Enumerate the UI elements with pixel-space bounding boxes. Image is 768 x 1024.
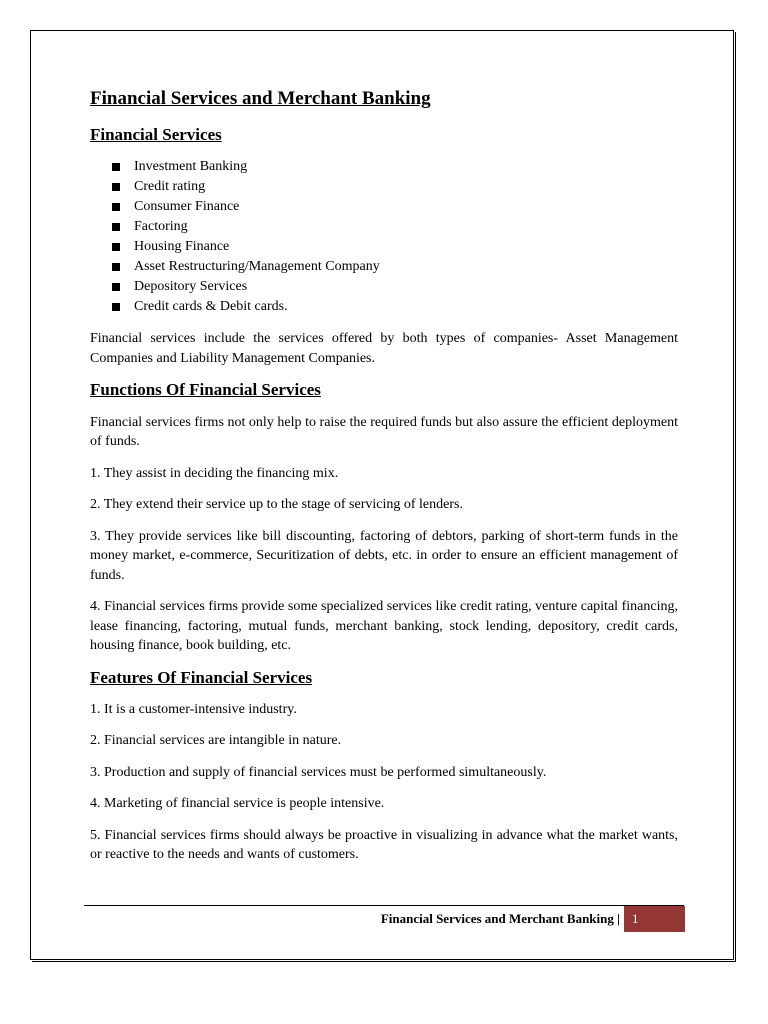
financial-services-list xyxy=(90,157,678,317)
document-body xyxy=(90,88,678,877)
list-item-text: Investment Banking xyxy=(134,159,248,175)
list-item xyxy=(112,257,678,277)
features-paragraph: 3. Production and supply of financial services must be performed simultaneously. xyxy=(90,764,547,780)
section-heading-features: Features Of Financial Services xyxy=(90,667,313,687)
functions-paragraph: 4. Financial services firms provide some specialized services like credit rating, venture capital financing, lease financing, factoring, mutual funds, merchant banking, stock lending, depository, credit cards, housing finance, book building, etc. xyxy=(90,599,678,654)
page-number: 1 xyxy=(624,906,685,932)
list-item-text: Asset Restructuring/Management Company xyxy=(134,259,380,275)
list-item xyxy=(112,157,678,177)
list-item xyxy=(112,297,678,317)
features-paragraph: 1. It is a customer-intensive industry. xyxy=(90,701,297,717)
list-item xyxy=(112,277,678,297)
square-bullet-icon xyxy=(112,263,120,271)
features-paragraph: 4. Marketing of financial service is people intensive. xyxy=(90,796,385,812)
list-item-text: Housing Finance xyxy=(134,239,230,255)
functions-paragraph: 2. They extend their service up to the stage of servicing of lenders. xyxy=(90,497,463,513)
list-item xyxy=(112,177,678,197)
list-item xyxy=(112,237,678,257)
square-bullet-icon xyxy=(112,203,120,211)
square-bullet-icon xyxy=(112,303,120,311)
list-item xyxy=(112,217,678,237)
functions-paragraph: Financial services firms not only help to raise the required funds but also assure the efficient deployment of funds. xyxy=(90,414,678,450)
list-item-text: Credit rating xyxy=(134,179,206,195)
square-bullet-icon xyxy=(112,183,120,191)
section-heading-financial-services: Financial Services xyxy=(90,124,222,144)
list-item-text: Consumer Finance xyxy=(134,199,240,215)
section-heading-functions: Functions Of Financial Services xyxy=(90,380,321,400)
square-bullet-icon xyxy=(112,223,120,231)
list-item-text: Credit cards & Debit cards. xyxy=(134,299,288,315)
features-paragraph: 5. Financial services firms should always be proactive in visualizing in advance what the market wants, or reactive to the needs and wants of customers. xyxy=(90,827,678,863)
footer-title-text: Financial Services and Merchant Banking xyxy=(380,911,614,926)
list-item xyxy=(112,197,678,217)
list-item-text: Factoring xyxy=(134,219,188,235)
footer-title xyxy=(381,909,620,929)
functions-paragraph: 1. They assist in deciding the financing mix. xyxy=(90,465,339,481)
document-title: Financial Services and Merchant Banking xyxy=(90,88,431,109)
footer-separator: | xyxy=(617,911,620,926)
square-bullet-icon xyxy=(112,243,120,251)
list-item-text: Depository Services xyxy=(134,279,248,295)
footer-divider xyxy=(84,905,684,906)
square-bullet-icon xyxy=(112,283,120,291)
square-bullet-icon xyxy=(112,163,120,171)
functions-paragraph: 3. They provide services like bill discounting, factoring of debtors, parking of short-term funds in the money market, e-commerce, Securitization of debts, etc. in order to ensure an efficient management of funds. xyxy=(90,528,678,583)
financial-services-paragraph: Financial services include the services offered by both types of companies- Asset Management Companies and Liability Management Companies. xyxy=(90,331,678,366)
features-paragraph: 2. Financial services are intangible in nature. xyxy=(90,733,342,749)
